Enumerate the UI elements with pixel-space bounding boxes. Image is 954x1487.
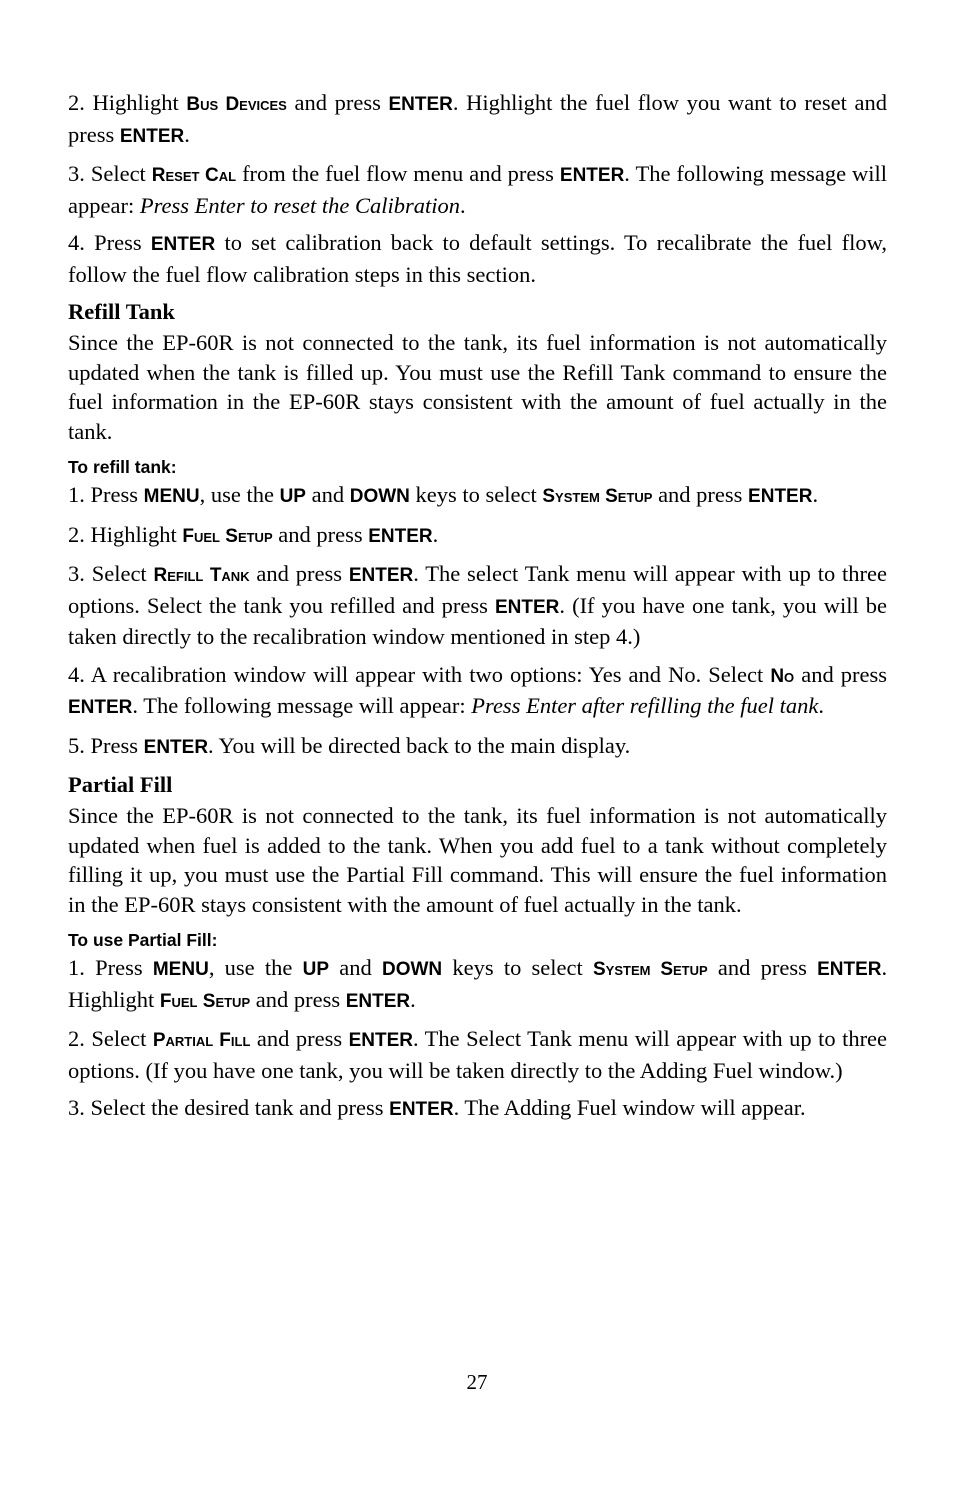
- key-enter: ENTER: [388, 94, 453, 115]
- text: . The select Tank menu will appear with up to three options. Select the tank you refilled and press: [68, 561, 888, 618]
- text: Press: [94, 230, 142, 255]
- text: , use the: [208, 955, 293, 980]
- menu-term-fuel-setup: Fuel Setup: [182, 525, 273, 547]
- text: Press: [95, 955, 143, 980]
- text: keys to select: [452, 955, 583, 980]
- menu-term-reset-cal: Reset Cal: [151, 165, 237, 186]
- key-enter: ENTER: [150, 234, 216, 255]
- key-menu: MENU: [152, 959, 209, 980]
- section-heading-partial-fill: Partial Fill: [68, 772, 173, 797]
- partial-step-2: [68, 1024, 887, 1085]
- text: and: [311, 482, 345, 507]
- text: . The Adding Fuel window will appear.: [453, 1095, 806, 1120]
- step-number: 1.: [68, 955, 85, 980]
- step-number: 2.: [68, 90, 85, 115]
- step-number: 3.: [68, 1095, 85, 1120]
- step-number: 5.: [68, 732, 85, 758]
- menu-term-refill-tank: Refill Tank: [153, 565, 250, 586]
- step-number: 3.: [68, 561, 85, 586]
- text: and press: [278, 521, 363, 547]
- text: and: [339, 955, 372, 980]
- step-number: 4.: [68, 230, 85, 255]
- text: .: [432, 521, 439, 547]
- text: . (If you have one tank, you will be taken directly to the recalibration window mentioned in step 4.): [68, 592, 888, 649]
- refill-step-4: [68, 660, 887, 723]
- text: Select: [91, 561, 147, 586]
- text: and press: [256, 1026, 343, 1051]
- key-up: UP: [279, 486, 306, 507]
- partial-step-1: [68, 953, 887, 1016]
- text: . The following message will appear:: [132, 693, 466, 718]
- key-enter: ENTER: [494, 596, 560, 618]
- key-enter: ENTER: [389, 1099, 454, 1120]
- text: and press: [256, 561, 342, 586]
- subheading-to-refill-tank: To refill tank:: [68, 457, 177, 477]
- menu-term-partial-fill: Partial Fill: [152, 1030, 251, 1051]
- partial-step-3: [68, 1093, 887, 1125]
- text: .: [184, 121, 190, 147]
- key-up: UP: [302, 959, 329, 980]
- key-enter: ENTER: [345, 990, 411, 1012]
- refill-step-3: [68, 559, 887, 652]
- text: and press: [658, 482, 743, 507]
- step-number: 2.: [68, 521, 85, 547]
- text: and press: [294, 90, 381, 115]
- text: . The Select Tank menu will appear with up to three options. (If you have one tank, you will be taken directly to the Adding Fuel window.): [68, 1026, 888, 1083]
- refill-intro: Since the EP-60R is not connected to the tank, its fuel information is not automatically updated when the tank is filled up. You must use the Refill Tank command to ensure the fuel information in the EP-60R stays consistent with the amount of fuel actually in the tank.: [68, 330, 887, 444]
- text: and press: [255, 986, 341, 1012]
- menu-term-no: No: [770, 665, 795, 687]
- text: to set calibration back to default settings. To recalibrate the fuel flow, follow the fuel flow calibration steps in this section.: [68, 230, 888, 287]
- section-heading-refill-tank: Refill Tank: [68, 299, 175, 324]
- text: Select the desired tank and press: [90, 1095, 384, 1120]
- text: .: [460, 192, 466, 218]
- text: Highlight: [92, 90, 179, 115]
- text: . Highlight: [68, 955, 888, 1012]
- fuel-flow-step-3: [68, 159, 887, 220]
- text: and press: [801, 661, 888, 687]
- screen-message: Press Enter after refilling the fuel tank: [471, 693, 819, 718]
- manual-page: [68, 88, 887, 1133]
- text: .: [818, 693, 824, 718]
- text: .: [410, 986, 416, 1012]
- key-down: DOWN: [349, 486, 410, 507]
- key-enter: ENTER: [748, 486, 813, 507]
- text: from the fuel flow menu and press: [242, 161, 554, 186]
- key-enter: ENTER: [817, 959, 882, 980]
- screen-message: Press Enter to reset the Calibration: [139, 192, 461, 218]
- text: , use the: [199, 482, 274, 507]
- menu-term-bus-devices: Bus Devices: [186, 94, 287, 115]
- key-enter: ENTER: [348, 565, 414, 586]
- fuel-flow-step-2: [68, 88, 887, 151]
- text: Select: [90, 161, 146, 186]
- text: Press: [90, 482, 139, 507]
- text: Select: [91, 1026, 147, 1051]
- menu-term-system-setup: System Setup: [593, 959, 708, 980]
- step-number: 2.: [68, 1026, 85, 1051]
- text: .: [812, 482, 819, 507]
- text: . The following message will appear:: [68, 161, 888, 218]
- text: . Highlight the fuel flow you want to reset and press: [68, 90, 888, 147]
- text: Press: [90, 732, 139, 758]
- refill-step-5: [68, 731, 887, 763]
- subheading-to-use-partial-fill: To use Partial Fill:: [68, 930, 218, 950]
- refill-step-2: [68, 520, 887, 552]
- text: keys to select: [415, 482, 537, 507]
- key-down: DOWN: [381, 959, 443, 980]
- step-number: 3.: [68, 161, 85, 186]
- key-enter: ENTER: [368, 525, 433, 547]
- menu-term-fuel-setup: Fuel Setup: [159, 990, 251, 1012]
- key-enter: ENTER: [143, 736, 209, 758]
- step-number: 1.: [68, 482, 85, 507]
- text: A recalibration window will appear with two options: Yes and No. Select: [90, 661, 764, 687]
- refill-step-1: [68, 480, 887, 512]
- key-enter: ENTER: [559, 165, 625, 186]
- step-number: 4.: [68, 661, 85, 687]
- key-menu: MENU: [143, 486, 200, 507]
- text: . You will be directed back to the main display.: [208, 732, 631, 758]
- page-number: 27: [466, 1370, 488, 1394]
- text: Highlight: [90, 521, 177, 547]
- key-enter: ENTER: [348, 1030, 413, 1051]
- text: and press: [717, 955, 807, 980]
- key-enter: ENTER: [119, 125, 185, 147]
- menu-term-system-setup: System Setup: [542, 486, 653, 507]
- key-enter: ENTER: [68, 697, 133, 718]
- fuel-flow-step-4: [68, 228, 887, 289]
- partial-intro: Since the EP-60R is not connected to the tank, its fuel information is not automatically updated when fuel is added to the tank. When you add fuel to a tank without completely filling it up, you must use the Partial Fill command. This will ensure the fuel information in the EP-60R stays consistent with the amount of fuel actually in the tank.: [68, 803, 887, 917]
